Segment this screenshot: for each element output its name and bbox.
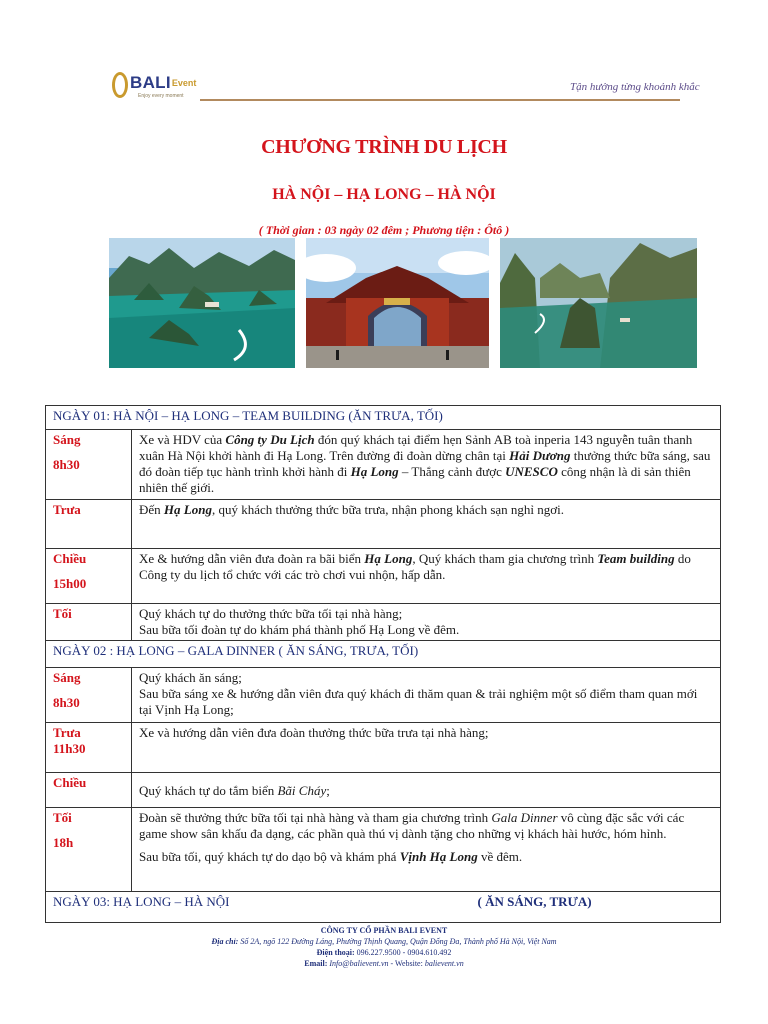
- ha-long-bay-photo-1: [109, 238, 295, 368]
- activity-description: [132, 668, 721, 723]
- text: công nhận là di sản thiên nhiên thế giới.: [139, 464, 691, 495]
- text: Sau bữa tối, quý khách tự do dạo bộ và khám phá: [139, 849, 400, 864]
- highlight: Hạ Long: [350, 464, 399, 479]
- highlight: Team building: [597, 551, 675, 566]
- day-2-heading: NGÀY 02 : HẠ LONG – GALA DINNER ( ĂN SÁNG, TRƯA, TỐI): [46, 641, 721, 668]
- session-label: Chiều: [53, 551, 87, 566]
- time-cell: [46, 668, 132, 723]
- slogan: Tận hưởng từng khoảnh khắc: [570, 81, 700, 93]
- activity-description: [132, 430, 721, 500]
- day-1-heading: NGÀY 01: HÀ NỘI – HẠ LONG – TEAM BUILDING (ĂN TRƯA, TỐI): [46, 406, 721, 430]
- text: Đoàn sẽ thưởng thức bữa tối tại nhà hàng và tham gia chương trình: [139, 810, 492, 825]
- activity-description: [132, 773, 721, 808]
- activity-description: [132, 604, 721, 641]
- text: Xe & hướng dẫn viên đưa đoàn ra bãi biển: [139, 551, 365, 566]
- text: thưởng thức bữa sáng, sau đó đoàn tiếp tục hành trình khởi hành đi: [139, 448, 711, 479]
- logo-ring-icon: [112, 72, 128, 98]
- session-time: 8h30: [53, 457, 80, 472]
- activity-description: [132, 808, 721, 892]
- day-3-heading: [46, 892, 721, 923]
- session-time: 15h00: [53, 576, 87, 591]
- text: Quý khách tự do tắm biển: [139, 783, 278, 798]
- website-link[interactable]: balievent.vn: [424, 959, 464, 968]
- day-3-title: NGÀY 03: HẠ LONG – HÀ NỘI: [53, 894, 230, 909]
- highlight: Hạ Long: [364, 551, 413, 566]
- text: Sau bữa sáng xe & hướng dẫn viên đưa quý khách đi thăm quan & trải nghiệm một số điểm tham quan mới tại Vịnh Hạ Long;: [139, 686, 698, 717]
- text: ;: [326, 783, 330, 798]
- text: Sau bữa tối đoàn tự do khám phá thành phố Hạ Long về đêm.: [139, 622, 460, 637]
- time-cell: [46, 723, 132, 773]
- highlight: Hải Dương: [509, 448, 571, 463]
- highlight: Bãi Cháy: [277, 783, 327, 798]
- text: Xe và hướng dẫn viên đưa đoàn thưởng thức bữa trưa tại nhà hàng;: [139, 725, 489, 740]
- highlight: Hạ Long: [163, 502, 212, 517]
- text: do Công ty du lịch tổ chức với các trò chơi vui nhộn, hấp dẫn.: [139, 551, 691, 582]
- table-row: [46, 604, 721, 641]
- session-time: 18h: [53, 835, 74, 850]
- session-label: Tối: [53, 810, 72, 825]
- logo-name: BALI: [130, 73, 171, 92]
- time-cell: [46, 808, 132, 892]
- table-row: [46, 549, 721, 604]
- session-label: Sáng: [53, 432, 81, 447]
- address-label: Địa chỉ:: [211, 937, 239, 946]
- activity-description: [132, 723, 721, 773]
- session-label: Sáng: [53, 670, 81, 685]
- time-cell: [46, 500, 132, 549]
- footer-phone: [0, 947, 768, 958]
- text: , Quý khách tham gia chương trình: [412, 551, 598, 566]
- ha-long-bay-photo-2: [500, 238, 697, 368]
- text: vô cùng đặc sắc với các game show sân khấu đa dạng, các phần quà thú vị dành tặng cho những vị khách hài hước, hóm hỉnh.: [139, 810, 685, 841]
- session-label: Chiều: [53, 775, 87, 790]
- company-logo: [112, 70, 196, 104]
- trip-info: ( Thời gian : 03 ngày 02 đêm ; Phương tiện : Ôtô ): [258, 223, 510, 237]
- text: Xe và HDV của: [139, 432, 226, 447]
- highlight: UNESCO: [505, 464, 558, 479]
- route-title: HÀ NỘI – HẠ LONG – HÀ NỘI: [272, 186, 496, 203]
- phone-label: Điện thoại:: [316, 948, 355, 957]
- email-label: Email:: [304, 959, 328, 968]
- highlight: Gala Dinner: [491, 810, 558, 825]
- itinerary-table: [45, 405, 721, 923]
- footer-contact: [0, 958, 768, 969]
- address-value: Số 2A, ngõ 122 Đường Láng, Phường Thịnh Quang, Quận Đống Đa, Thành phố Hà Nội, Việt Nam: [238, 937, 557, 946]
- website-label: - Website:: [388, 959, 425, 968]
- session-label: Tối: [53, 606, 72, 621]
- session-time: 8h30: [53, 695, 80, 710]
- time-cell: [46, 773, 132, 808]
- page-title: CHƯƠNG TRÌNH DU LỊCH: [261, 136, 507, 158]
- footer-company: CÔNG TY CỔ PHẦN BALI EVENT: [320, 926, 448, 935]
- text: Quý khách tự do thưởng thức bữa tối tại nhà hàng;: [139, 606, 403, 621]
- header-divider: [200, 99, 680, 101]
- text: về đêm.: [477, 849, 523, 864]
- text: – Thắng cảnh được: [398, 464, 506, 479]
- day-2-header-row: [46, 641, 721, 668]
- time-cell: [46, 430, 132, 500]
- highlight: Công ty Du Lịch: [225, 432, 315, 447]
- logo-event: Event: [171, 78, 197, 88]
- table-row: [46, 430, 721, 500]
- phone-value: 096.227.9500 - 0904.610.492: [354, 948, 452, 957]
- day-3-meals: ( ĂN SÁNG, TRƯA): [477, 894, 592, 909]
- table-row: [46, 723, 721, 773]
- text: đón quý khách tại điểm hẹn Sảnh AB toà inperia 143 nguyễn tuân thanh xuân Hà Nội khởi hành đi Hạ Long. Trên đường đi đoàn dừng chân tại: [139, 432, 693, 463]
- table-row: [46, 668, 721, 723]
- email-link[interactable]: Info@balievent.vn: [327, 959, 389, 968]
- text: Quý khách ăn sáng;: [139, 670, 242, 685]
- logo-tagline: Enjoy every moment: [138, 93, 184, 99]
- day-3-header-row: [46, 892, 721, 923]
- activity-description: [132, 549, 721, 604]
- activity-description: [132, 500, 721, 549]
- table-row: [46, 500, 721, 549]
- time-cell: [46, 549, 132, 604]
- table-row: [46, 808, 721, 892]
- day-1-header-row: [46, 406, 721, 430]
- text: , quý khách thưởng thức bữa trưa, nhận phong khách sạn nghỉ ngơi.: [211, 502, 565, 517]
- session-time: 11h30: [53, 741, 86, 756]
- highlight: Vịnh Hạ Long: [399, 849, 478, 864]
- session-label: Trưa: [53, 725, 81, 740]
- table-row: [46, 773, 721, 808]
- footer: [0, 925, 768, 969]
- sun-world-gate-photo: [306, 238, 489, 368]
- text: Đến: [139, 502, 164, 517]
- footer-address: [0, 936, 768, 947]
- session-label: Trưa: [53, 502, 81, 517]
- time-cell: [46, 604, 132, 641]
